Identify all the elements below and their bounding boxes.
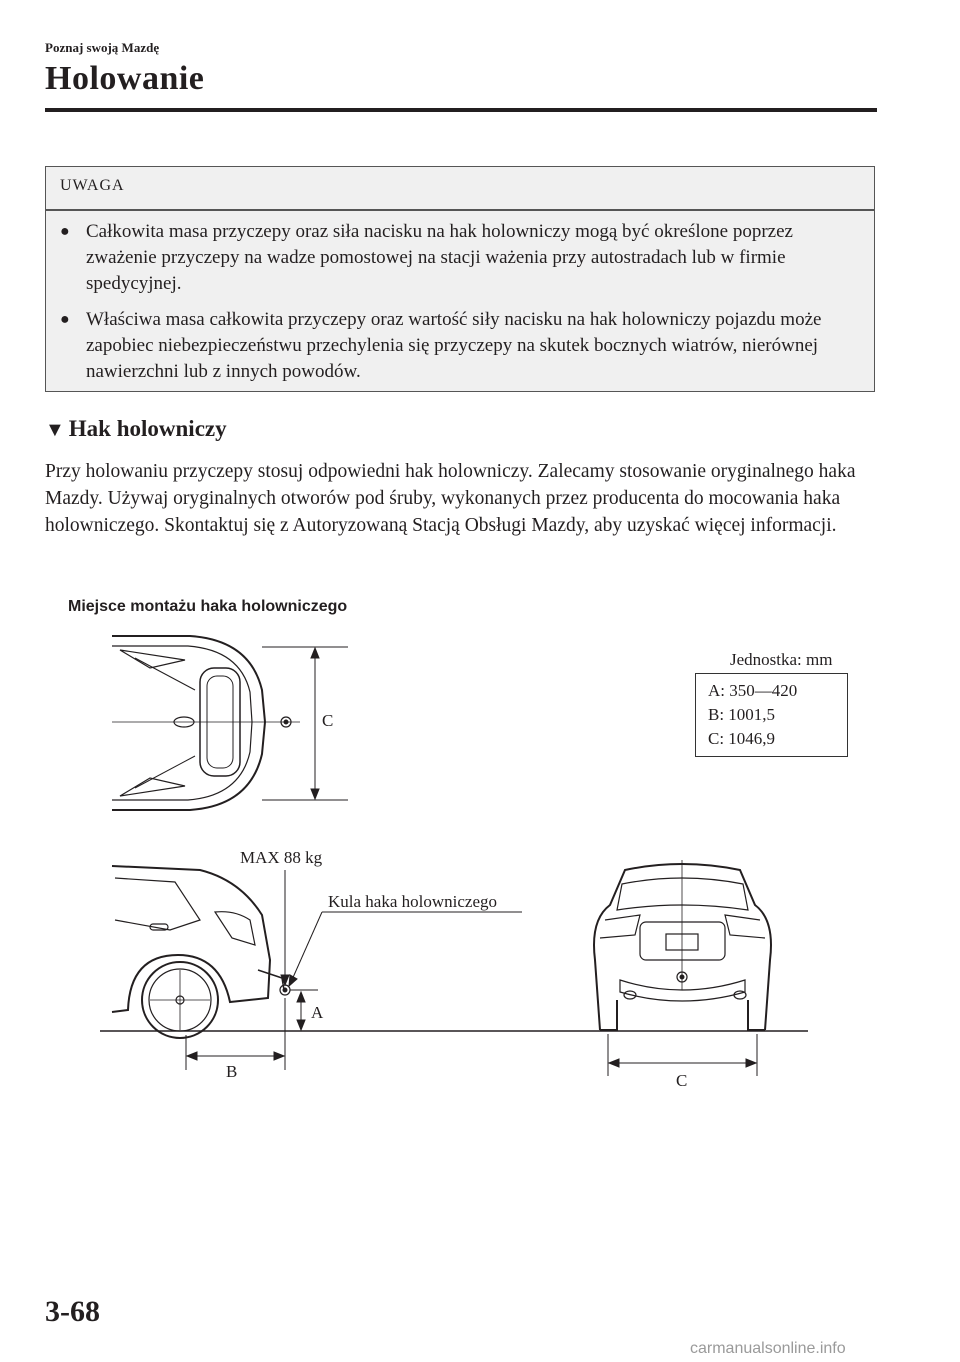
hitch-ball-label: Kula haka holowniczego: [328, 892, 497, 911]
unit-label: Jednostka: mm: [730, 650, 833, 669]
spec-a: A: 350—420: [708, 681, 798, 700]
rear-view-car-icon: [594, 860, 771, 1030]
page-title: Holowanie: [45, 60, 205, 97]
top-view-car-icon: [112, 636, 300, 810]
note-item-text: Całkowita masa przyczepy oraz siła nacisku na hak holowniczy mogą być określone poprzez zważenie przyczepy na wadze pomostowej na stacji ważenia przy autostradach lub w firmie spedycyjnej.: [86, 221, 793, 294]
top-view-dimension-c: [262, 647, 348, 800]
section-body: Przy holowaniu przyczepy stosuj odpowiedni hak holowniczy. Zalecamy stosowanie oryginalnego haka Mazdy. Używaj oryginalnych otworów pod śruby, wykonanych przez producenta do mocowania haka holowniczego. Skontaktuj się z Autoryzowaną Stacją Obsługi Mazdy, aby uzyskać więcej informacji.: [45, 461, 856, 536]
page-number: 3-68: [45, 1295, 100, 1328]
bullet-icon: ●: [60, 223, 70, 240]
rear-view-dimension-c: [608, 1034, 757, 1076]
side-view-car-icon: [112, 866, 290, 1038]
max-load-label: MAX 88 kg: [240, 848, 323, 867]
spec-c: C: 1046,9: [708, 729, 776, 748]
watermark: carmanualsonline.info: [690, 1340, 846, 1357]
figure-caption: Miejsce montażu haka holowniczego: [68, 598, 348, 615]
bullet-icon: ●: [60, 311, 70, 328]
section-heading-text: Hak holowniczy: [68, 416, 227, 441]
dimension-a-label: A: [311, 1003, 324, 1022]
breadcrumb: Poznaj swoją Mazdę: [45, 40, 160, 55]
triangle-down-icon: ▼: [45, 419, 65, 441]
dimension-b-label: B: [226, 1062, 238, 1081]
note-heading: UWAGA: [60, 177, 125, 194]
spec-box: [695, 673, 848, 757]
note-item-text: Właściwa masa całkowita przyczepy oraz wartość siły nacisku na hak holowniczy pojazdu może zapobiec niebezpieczeństwu przechylenia się przyczepy na skutek bocznych wiatrów, nierównej nawierzchni lub z innych powodów.: [86, 309, 822, 382]
spec-b: B: 1001,5: [708, 705, 776, 724]
top-view-label-c: C: [322, 711, 334, 730]
rear-view-label-c: C: [676, 1071, 688, 1090]
